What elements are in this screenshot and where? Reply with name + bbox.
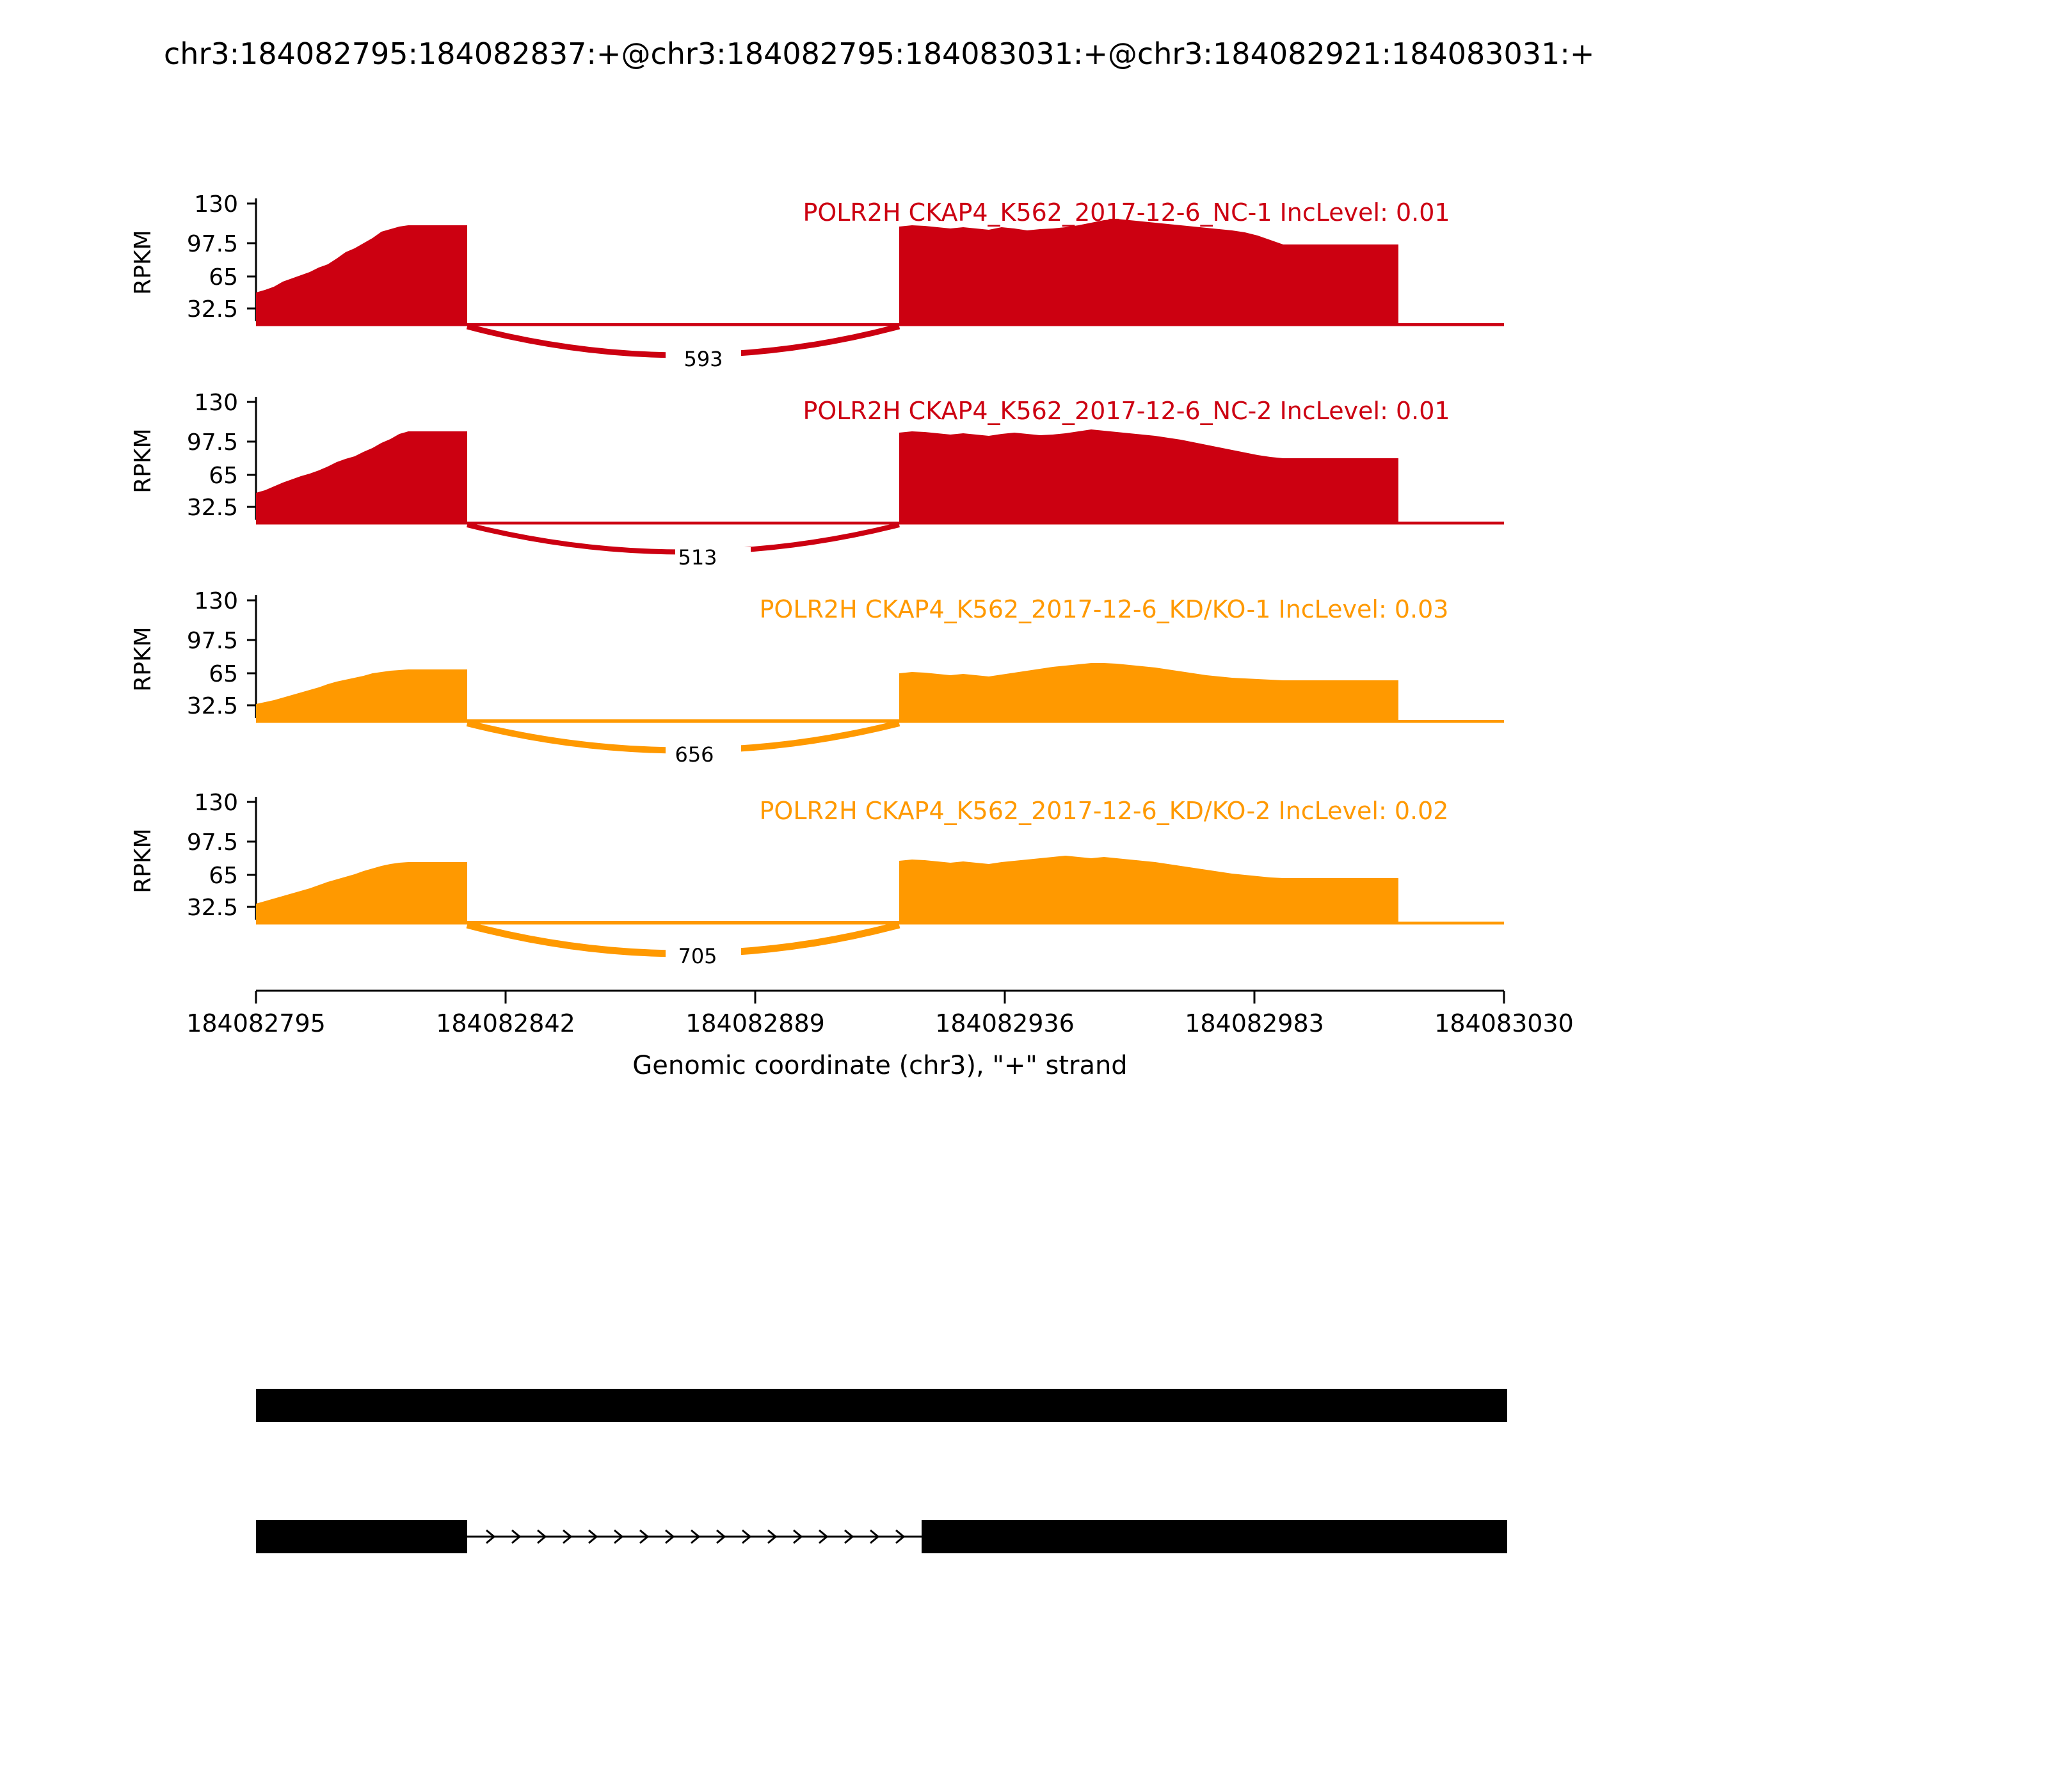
y-tick-label: 65 [209,863,238,889]
y-tick-label: 97.5 [186,628,238,654]
y-tick-label: 32.5 [186,296,238,323]
panel-kd-1 [130,588,1504,767]
x-axis-title: Genomic coordinate (chr3), "+" strand [632,1051,1128,1080]
y-tick-label: 65 [209,463,238,489]
y-axis-title: RPKM [130,828,156,893]
y-tick-label: 97.5 [186,231,238,257]
panel-kd-2 [130,790,1504,968]
tail-coverage-panel-1 [1398,323,1504,325]
panel-title-nc-2: POLR2H CKAP4_K562_2017-12-6_NC-2 IncLevel: 0.01 [803,397,1450,425]
page-title: chr3:184082795:184082837:+@chr3:184082795:184083031:+@chr3:184082921:184083031:+ [164,36,1595,71]
coverage-exon1-panel-2 [256,431,467,524]
x-tick-label: 184082842 [436,1009,575,1037]
panel-title-kd-1: POLR2H CKAP4_K562_2017-12-6_KD/KO-1 IncLevel: 0.03 [759,595,1449,623]
y-tick-label: 130 [194,191,238,218]
y-tick-label: 130 [194,390,238,416]
coverage-exon1-panel-3 [256,669,467,722]
tail-coverage-panel-4 [1398,922,1504,924]
y-tick-label: 32.5 [186,693,238,719]
y-tick-label: 130 [194,790,238,816]
transcript-skipping-exon-1 [256,1520,467,1553]
y-axis-title: RPKM [130,627,156,692]
transcript-models [256,1389,1507,1553]
panel-nc-1 [130,191,1504,371]
coverage-exon1-panel-4 [256,862,467,924]
coverage-exon2-panel-2 [899,429,1398,524]
tail-coverage-panel-3 [1398,720,1504,722]
y-axis-title: RPKM [130,428,156,493]
transcript-inclusion-exon [256,1389,1507,1422]
junction-count-panel-1: 593 [684,347,723,371]
panel-nc-2 [130,390,1504,570]
y-tick-label: 65 [209,661,238,687]
y-tick-label: 65 [209,264,238,291]
coverage-exon2-panel-1 [899,219,1398,325]
intron-coverage-panel-3 [467,719,899,722]
intron-coverage-panel-1 [467,323,899,325]
y-tick-label: 32.5 [186,495,238,521]
tail-coverage-panel-2 [1398,522,1504,524]
y-axis-title: RPKM [130,230,156,295]
intron-coverage-panel-4 [467,921,899,924]
x-tick-label: 184082795 [186,1009,326,1037]
junction-count-panel-4: 705 [678,944,717,968]
y-tick-label: 97.5 [186,829,238,856]
y-tick-label: 97.5 [186,429,238,456]
y-tick-label: 32.5 [186,895,238,921]
coverage-exon2-panel-4 [899,856,1398,924]
x-tick-label: 184082983 [1185,1009,1324,1037]
x-tick-label: 184082889 [685,1009,825,1037]
intron-coverage-panel-2 [467,522,899,524]
x-tick-label: 184083030 [1434,1009,1574,1037]
coverage-exon1-panel-1 [256,225,467,325]
junction-count-panel-2: 513 [678,545,717,570]
panel-title-nc-1: POLR2H CKAP4_K562_2017-12-6_NC-1 IncLevel: 0.01 [803,198,1450,227]
y-tick-label: 130 [194,588,238,614]
x-tick-label: 184082936 [935,1009,1075,1037]
panel-title-kd-2: POLR2H CKAP4_K562_2017-12-6_KD/KO-2 IncLevel: 0.02 [759,797,1449,825]
junction-count-panel-3: 656 [675,742,714,767]
x-axis [186,991,1574,1080]
transcript-skipping-exon-2 [922,1520,1507,1553]
coverage-exon2-panel-3 [899,663,1398,722]
